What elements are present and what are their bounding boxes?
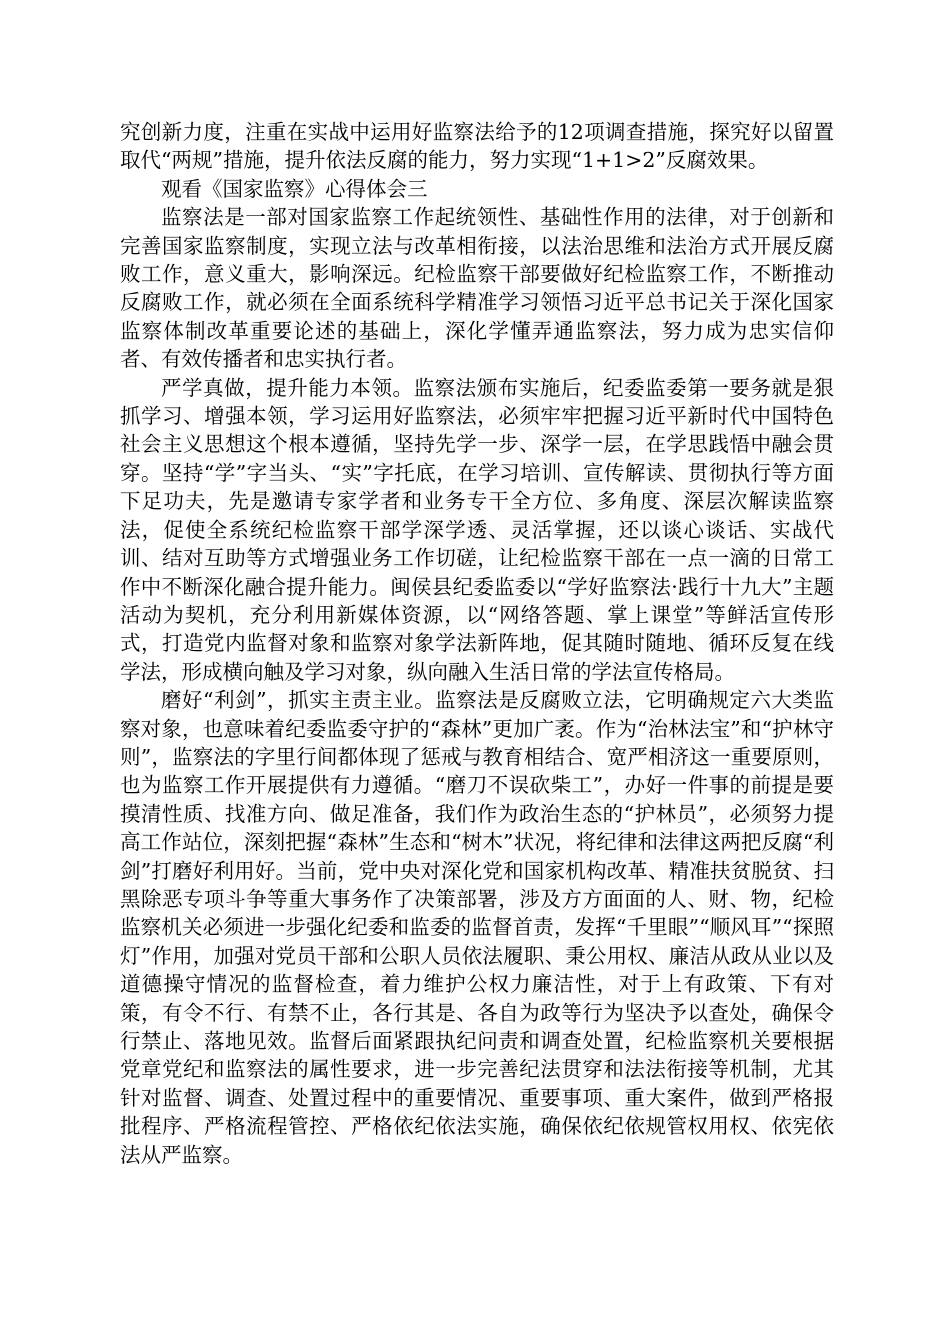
paragraph-continued: 究创新力度，注重在实战中运用好监察法给予的12项调查措施，探究好以留置取代“两规”措施，提升依法反腐的能力，努力实现“1+1>2”反腐效果。 — [120, 120, 834, 173]
document-body — [120, 118, 834, 1169]
paragraph-sword: 磨好“利剑”，抓实主责主业。监察法是反腐败立法，它明确规定六大类监察对象，也意味着纪委监委守护的“森林”更加广袤。作为“治林法宝”和“护林守则”，监察法的字里行间都体现了惩戒与教育相结合、宽严相济这一重要原则，也为监察工作开展提供有力遵循。“磨刀不误砍柴工”，办好一件事的前提是要摸清性质、找准方向、做足准备，我们作为政治生态的“护林员”，必须努力提高工作站位，深刻把握“森林”生态和“树木”状况，将纪律和法律这两把反腐“利剑”打磨好利用好。当前，党中央对深化党和国家机构改革、精准扶贫脱贫、扫黑除恶专项斗争等重大事务作了决策部署，涉及方方面面的人、财、物，纪检监察机关必须进一步强化纪委和监委的监督首责，发挥“千里眼”“顺风耳”“探照灯”作用，加强对党员干部和公职人员依法履职、秉公用权、廉洁从政从业以及道德操守情况的监督检查，着力维护公权力廉洁性，对于上有政策、下有对策，有令不行、有禁不止，各行其是、各自为政等行为坚决予以查处，确保令行禁止、落地见效。监督后面紧跟执纪问责和调查处置，纪检监察机关要根据党章党纪和监察法的属性要求，进一步完善纪法贯穿和法法衔接等机制，尤其针对监督、调查、处置过程中的重要情况、重要事项、重大案件，做到严格报批程序、严格流程管控、严格依纪依法实施，确保依纪依规管权用权、依宪依法从严监察。 — [120, 688, 834, 1167]
paragraph-intro: 监察法是一部对国家监察工作起统领性、基础性作用的法律，对于创新和完善国家监察制度，实现立法与改革相衔接，以法治思维和法治方式开展反腐败工作，意义重大，影响深远。纪检监察干部要做好纪检监察工作，不断推动反腐败工作，就必须在全面系统科学精准学习领悟习近平总书记关于深化国家监察体制改革重要论述的基础上，深化学懂弄通监察法，努力成为忠实信仰者、有效传播者和忠实执行者。 — [120, 205, 834, 372]
paragraph-study: 严学真做，提升能力本领。监察法颁布实施后，纪委监委第一要务就是狠抓学习、增强本领，学习运用好监察法，必须牢牢把握习近平新时代中国特色社会主义思想这个根本遵循，坚持先学一步、深学一层，在学思践悟中融会贯穿。坚持“学”字当头、“实”字托底，在学习培训、宣传解读、贯彻执行等方面下足功夫，先是邀请专家学者和业务专干全方位、多角度、深层次解读监察法，促使全系统纪检监察干部学深学透、灵活掌握，还以谈心谈话、实战代训、结对互助等方式增强业务工作切磋，让纪检监察干部在一点一滴的日常工作中不断深化融合提升能力。闽侯县纪委监委以“学好监察法·践行十九大”主题活动为契机，充分利用新媒体资源，以“网络答题、掌上课堂”等鲜活宣传形式，打造党内监督对象和监察对象学法新阵地，促其随时随地、循环反复在线学法，形成横向触及学习对象，纵向融入生活日常的学法宣传格局。 — [120, 375, 834, 684]
section-heading: 观看《国家监察》心得体会三 — [161, 176, 428, 201]
